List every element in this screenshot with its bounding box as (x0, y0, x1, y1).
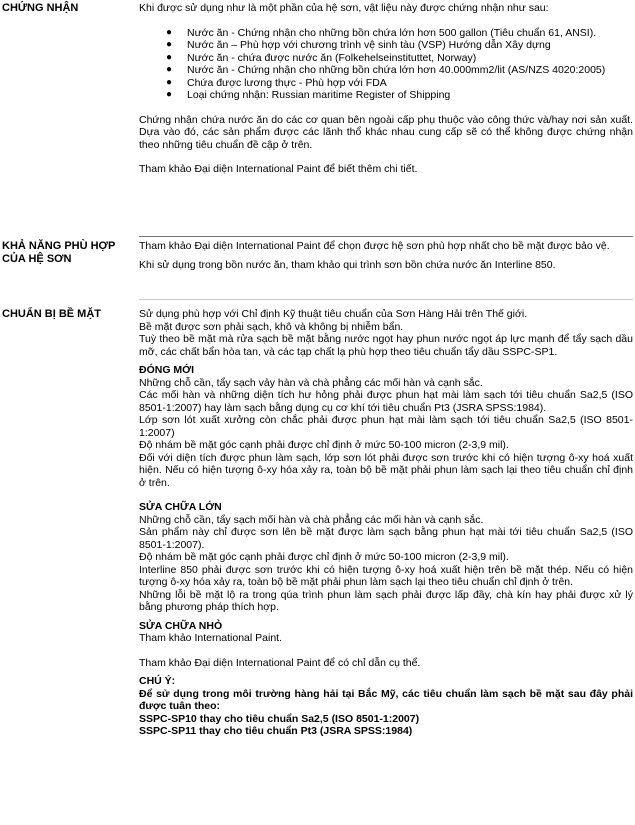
certification-content (139, 2, 633, 176)
surface-prep-intro: Bề mặt được sơn phải sạch, khô và không bị nhiễm bẩn. (139, 320, 404, 333)
list-item: ● Loại chứng nhận: Russian maritime Register of Shipping (166, 89, 451, 101)
major-repair-line: Interline 850 phải được sơn trước khi có hiện tượng ô-xy hoá xuất hiện trên bề mặt thép. Nếu có hiện tượng ô-xy hóa xảy ra, toàn bộ bề mặt phải phun làm sạch lại theo tiêu chuẩn chỉ định ở trên. (139, 563, 633, 588)
compatibility-heading: KHẢ NĂNG PHÙ HỢP CỦA HỆ SƠN (2, 240, 116, 265)
note-title: CHÚ Ý: (139, 675, 176, 687)
major-repair-line: Những lỗi bề mặt lộ ra trong qúa trình phun làm sạch phải được lấp đầy, chà kín hay phải được xử lý bằng phương pháp thích hợp. (139, 588, 633, 613)
surface-prep-intro: Sử dụng phù hợp với Chỉ định Kỹ thuật tiêu chuẩn của Sơn Hàng Hải trên Thế giới. (139, 308, 528, 320)
minor-repair-line: Tham khảo International Paint. (139, 632, 283, 644)
compatibility-paragraph: Tham khảo Đại diện International Paint để chọn được hệ sơn phù hợp nhất cho bề mặt được bảo vệ. (139, 240, 610, 252)
bullet-icon: ● (166, 64, 173, 75)
list-item: ● Nước ăn - chứa được nước ăn (Folkehelseinstituttet, Norway) (166, 51, 477, 64)
certification-list (139, 27, 633, 102)
bullet-icon: ● (166, 76, 173, 88)
newbuild-line: Các mối hàn và những diện tích hư hỏng phải được phun hạt mài làm sạch tới tiêu chuẩn Sa2,5 (ISO 8501-1:2007) hay làm sạch bằng dụng cụ cơ khí tới tiêu chuẩn Pt3 (JSRA SPSS:1984). (139, 389, 633, 414)
section-divider (139, 236, 633, 237)
minor-repair-title: SỬA CHỮA NHỎ (139, 619, 223, 632)
surface-prep-heading: CHUẨN BỊ BỀ MẶT (2, 308, 101, 320)
list-item: ● Chứa được lương thực - Phù hợp với FDA (166, 76, 387, 89)
major-repair-line: Độ nhám bề mặt góc cạnh phải được chỉ định ở mức 50-100 micron (2-3,9 mil). (139, 551, 509, 563)
compatibility-content (139, 240, 633, 271)
list-item: ● Nước ăn – Phù hợp với chương trình vệ sinh tàu (VSP) Hướng dẫn Xây dựng (166, 39, 551, 51)
major-repair-line: Sản phẩm này chỉ được sơn lên bề mặt được làm sạch bằng phun hạt mài tới tiêu chuẩn Sa2,5 (ISO 8501-1:2007). (139, 526, 633, 551)
note-line: SSPC-SP11 thay cho tiêu chuẩn Pt3 (JSRA SPSS:1984) (139, 725, 413, 737)
list-item: ● Nước ăn - Chứng nhận cho những bồn chứa lớn hơn 500 gallon (Tiêu chuẩn 61, ANSI). (166, 26, 597, 39)
surface-prep-intro: Tuỳ theo bề mặt mà rửa sạch bề mặt bằng nước ngọt hay phun nước ngọt áp lực mạnh để tẩy sạch dầu mỡ, các chất bẩn hòa tan, và các tạp chất lạ phù hợp theo tiêu chuẩn tẩy dầu SSPC-SP1. (139, 333, 633, 358)
note-line: SSPC-SP10 thay cho tiêu chuẩn Sa2,5 (ISO 8501-1:2007) (139, 712, 420, 725)
list-item: ● Nước ăn - Chứng nhận cho những bồn chứa lớn hơn 40.000mm2/lit (AS/NZS 4020:2005) (166, 64, 606, 76)
newbuild-line: Những chỗ cần, tẩy sạch vảy hàn và chà phẳng các mối hàn và cạnh sắc. (139, 376, 483, 389)
surface-prep-reference: Tham khảo Đại diện International Paint để có chỉ dẫn cụ thể. (139, 656, 421, 669)
newbuild-line: Lớp sơn lót xuất xưởng còn chắc phải được phun hạt mài làm sạch tới tiêu chuẩn Sa2,5 (ISO 8501-1:2007) (139, 414, 633, 439)
bullet-icon: ● (166, 26, 173, 38)
newbuild-line: Độ nhám bề mặt góc cạnh phải được chỉ định ở mức 50-100 micron (2-3,9 mil). (139, 439, 509, 451)
newbuild-line: Đối với diện tích được phun làm sạch, lớp sơn lót phải được sơn trước khi có hiện tượng ô-xy hoá xuất hiện. Nếu có hiện tượng ô-xy hóa xảy ra, toàn bộ bề mặt phải phun làm sạch lại theo tiêu chuẩn chỉ định ở trên. (139, 451, 633, 489)
certification-reference: Tham khảo Đại diện International Paint để biết thêm chi tiết. (139, 163, 418, 175)
bullet-icon: ● (166, 51, 173, 63)
certification-intro: Khi được sử dụng như là một phần của hệ sơn, vật liệu này được chứng nhận như sau: (139, 2, 549, 14)
section-divider (139, 299, 633, 300)
major-repair-title: SỬA CHỮA LỚN (139, 501, 222, 513)
major-repair-line: Những chỗ cần, tẩy sạch mối hàn và chà phẳng các mối hàn và cạnh sắc. (139, 513, 484, 526)
note-line: Để sử dụng trong môi trường hàng hải tại Bắc Mỹ, các tiêu chuẩn làm sạch bề mặt sau đây phải được tuân theo: (139, 687, 633, 712)
compatibility-paragraph: Khi sử dụng trong bồn nước ăn, tham khảo qui trình sơn bồn chứa nước ăn Interline 850. (139, 258, 556, 271)
newbuild-title: ĐÓNG MỚI (139, 364, 195, 376)
certification-note: Chứng nhận chứa nước ăn do các cơ quan bên ngoài cấp phụ thuộc vào công thức và/hay nơi sản xuất. Dựa vào đó, các sản phẩm được các lãnh thổ khác nhau cung cấp sẽ có thể không được chứng nhận theo những tiêu chuẩn đề cập ở trên. (139, 113, 633, 151)
certification-heading: CHỨNG NHẬN (2, 2, 79, 14)
bullet-icon: ● (166, 39, 173, 50)
surface-prep-content (139, 308, 633, 738)
bullet-icon: ● (166, 89, 173, 100)
